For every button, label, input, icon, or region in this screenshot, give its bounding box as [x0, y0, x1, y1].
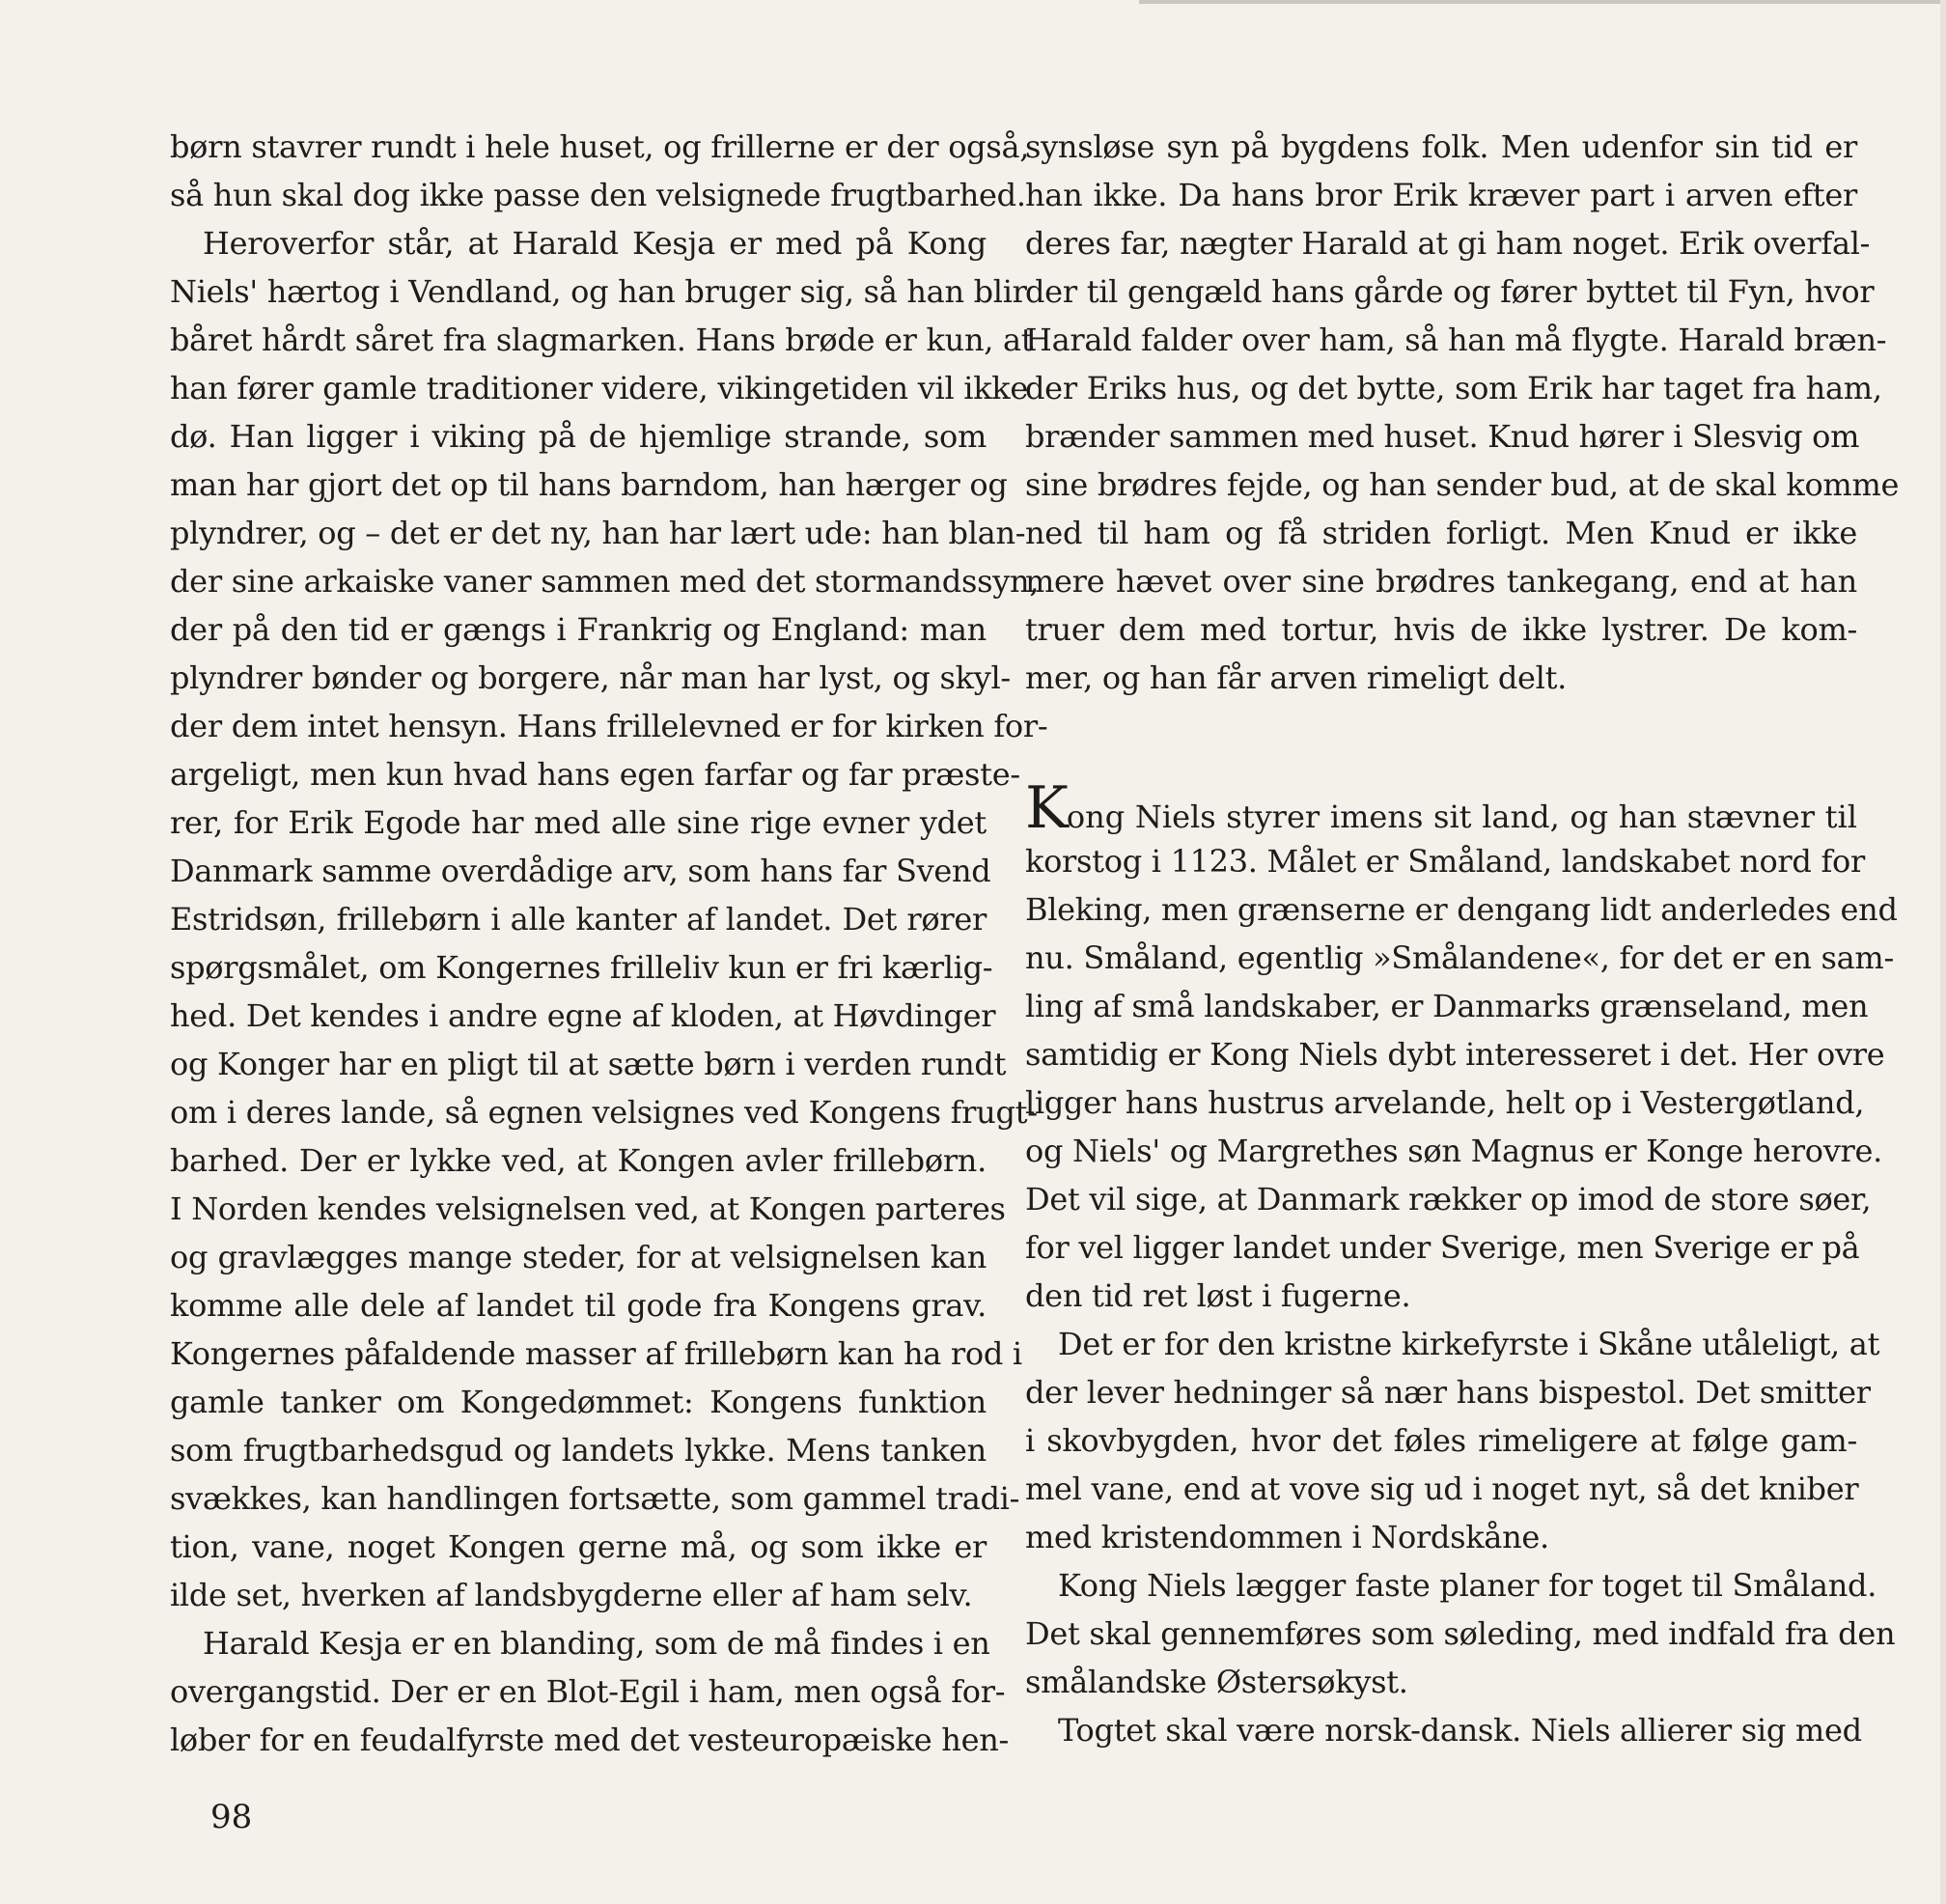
text-line: der Eriks hus, og det bytte, som Erik har taget fra ham,: [1025, 370, 1882, 406]
text-line: truer dem med tortur, hvis de ikke lystrer. De kom-: [1025, 611, 1857, 648]
text-line: for vel ligger landet under Sverige, men Sverige er på: [1025, 1229, 1860, 1266]
text-line: som frugtbarhedsgud og landets lykke. Mens tanken: [170, 1432, 987, 1469]
section-break: [1025, 702, 1857, 789]
text-line: korstog i 1123. Målet er Småland, landskabet nord for: [1025, 843, 1865, 880]
right-column: [1025, 123, 1900, 1754]
text-line: man har gjort det op til hans barndom, han hærger og: [170, 466, 1008, 503]
text-line: mer, og han får arven rimeligt delt.: [1025, 659, 1568, 696]
text-line: ligger hans hustrus arvelande, helt op i Vestergøtland,: [1025, 1084, 1865, 1121]
text-line: tion, vane, noget Kongen gerne må, og som ikke er: [170, 1528, 987, 1565]
top-edge-rule: [1139, 0, 1946, 4]
text-line: Niels' hærtog i Vendland, og han bruger sig, så han blir: [170, 273, 1027, 310]
text-line: synsløse syn på bygdens folk. Men udenfor sin tid er: [1025, 128, 1857, 165]
text-line: Det er for den kristne kirkefyrste i Skåne utåleligt, at: [1058, 1326, 1880, 1362]
text-line: den tid ret løst i fugerne.: [1025, 1277, 1411, 1314]
text-line: Heroverfor står, at Harald Kesja er med på Kong: [203, 225, 987, 262]
text-line: nu. Småland, egentlig »Smålandene«, for det er en sam-: [1025, 939, 1894, 976]
text-line: ilde set, hverken af landsbygderne eller af ham selv.: [170, 1577, 973, 1613]
text-line: med kristendommen i Nordskåne.: [1025, 1519, 1549, 1555]
text-line: komme alle dele af landet til gode fra Kongens grav.: [170, 1287, 987, 1324]
text-line: så hun skal dog ikke passe den velsignede frugtbarhed.: [170, 177, 1026, 213]
text-line: og Niels' og Margrethes søn Magnus er Konge herovre.: [1025, 1133, 1883, 1169]
text-line: Kong Niels lægger faste planer for toget til Småland.: [1058, 1567, 1877, 1604]
text-line: der til gengæld hans gårde og fører byttet til Fyn, hvor: [1025, 273, 1875, 310]
text-line: Harald falder over ham, så han må flygte. Harald bræn-: [1025, 322, 1887, 358]
text-line: rer, for Erik Egode har med alle sine rige evner ydet: [170, 804, 987, 841]
text-line: brænder sammen med huset. Knud hører i Slesvig om: [1025, 418, 1860, 455]
text-line: Estridsøn, frillebørn i alle kanter af landet. Det rører: [170, 901, 987, 938]
text-line: han ikke. Da hans bror Erik kræver part i arven efter: [1025, 177, 1857, 213]
text-line: overgangstid. Der er en Blot-Egil i ham, men også for-: [170, 1673, 1006, 1710]
text-line: om i deres lande, så egnen velsignes ved Kongens frugt-: [170, 1094, 1038, 1131]
text-line: der sine arkaiske vaner sammen med det stormandssyn,: [170, 563, 1040, 600]
text-line: Togtet skal være norsk-dansk. Niels allierer sig med: [1058, 1712, 1862, 1749]
text-line: og Konger har en pligt til at sætte børn i verden rundt: [170, 1046, 1007, 1082]
text-line: argeligt, men kun hvad hans egen farfar og far præste-: [170, 756, 1020, 793]
text-line: i skovbygden, hvor det føles rimeligere at følge gam-: [1025, 1422, 1857, 1459]
text-line: og gravlægges mange steder, for at velsignelsen kan: [170, 1239, 987, 1275]
text-line: Harald Kesja er en blanding, som de må findes i en: [203, 1625, 990, 1662]
text-line: mere hævet over sine brødres tankegang, end at han: [1025, 563, 1857, 600]
text-line: hed. Det kendes i andre egne af kloden, at Høvdinger: [170, 997, 996, 1034]
text-line: Danmark samme overdådige arv, som hans far Svend: [170, 853, 991, 889]
text-line: han fører gamle traditioner videre, vikingetiden vil ikke: [170, 370, 1029, 406]
page-number: 98: [210, 1798, 253, 1836]
text-line: smålandske Østersøkyst.: [1025, 1664, 1408, 1700]
text-line: spørgsmålet, om Kongernes frilleliv kun er fri kærlig-: [170, 949, 993, 986]
text-line: svækkes, kan handlingen fortsætte, som gammel tradi-: [170, 1480, 1020, 1517]
text-line: dø. Han ligger i viking på de hjemlige strande, som: [170, 418, 987, 455]
text-line: løber for en feudalfyrste med det vesteuropæiske hen-: [170, 1722, 1010, 1758]
left-column: [170, 123, 1048, 1764]
drop-cap: K: [1025, 774, 1069, 842]
text-line: ling af små landskaber, er Danmarks grænseland, men: [1025, 988, 1869, 1024]
text-line: Bleking, men grænserne er dengang lidt anderledes end: [1025, 891, 1898, 928]
text-line: I Norden kendes velsignelsen ved, at Kongen parteres: [170, 1190, 1006, 1227]
text-line: plyndrer, og – det er det ny, han har lært ude: han blan-: [170, 515, 1026, 551]
text-line: der på den tid er gængs i Frankrig og England: man: [170, 611, 987, 648]
text-line: Det vil sige, at Danmark rækker op imod de store søer,: [1025, 1181, 1872, 1218]
text-line: samtidig er Kong Niels dybt interesseret i det. Her ovre: [1025, 1036, 1885, 1073]
text-line: børn stavrer rundt i hele huset, og frillerne er der også,: [170, 128, 1030, 165]
text-line: plyndrer bønder og borgere, når man har lyst, og skyl-: [170, 659, 1011, 696]
text-line: sine brødres fejde, og han sender bud, at de skal komme: [1025, 466, 1900, 503]
section-opening-line: [1025, 774, 1857, 842]
page-edge: [1940, 0, 1946, 1904]
text-line: båret hårdt såret fra slagmarken. Hans brøde er kun, at: [170, 322, 1034, 358]
text-line: gamle tanker om Kongedømmet: Kongens funktion: [170, 1384, 987, 1420]
text-line: barhed. Der er lykke ved, at Kongen avler frillebørn.: [170, 1142, 987, 1179]
text-line: Kongernes påfaldende masser af frillebørn kan ha rod i: [170, 1335, 1022, 1372]
text-line: der dem intet hensyn. Hans frillelevned er for kirken for-: [170, 708, 1048, 744]
text-line: mel vane, end at vove sig ud i noget nyt, så det kniber: [1025, 1470, 1859, 1507]
opening-line-text: ong Niels styrer imens sit land, og han stævner til: [1066, 798, 1857, 835]
text-line: Det skal gennemføres som søleding, med indfald fra den: [1025, 1615, 1896, 1652]
text-line: der lever hedninger så nær hans bispestol. Det smitter: [1025, 1374, 1871, 1411]
text-line: ned til ham og få striden forligt. Men Knud er ikke: [1025, 515, 1857, 551]
text-line: deres far, nægter Harald at gi ham noget. Erik overfal-: [1025, 225, 1871, 262]
